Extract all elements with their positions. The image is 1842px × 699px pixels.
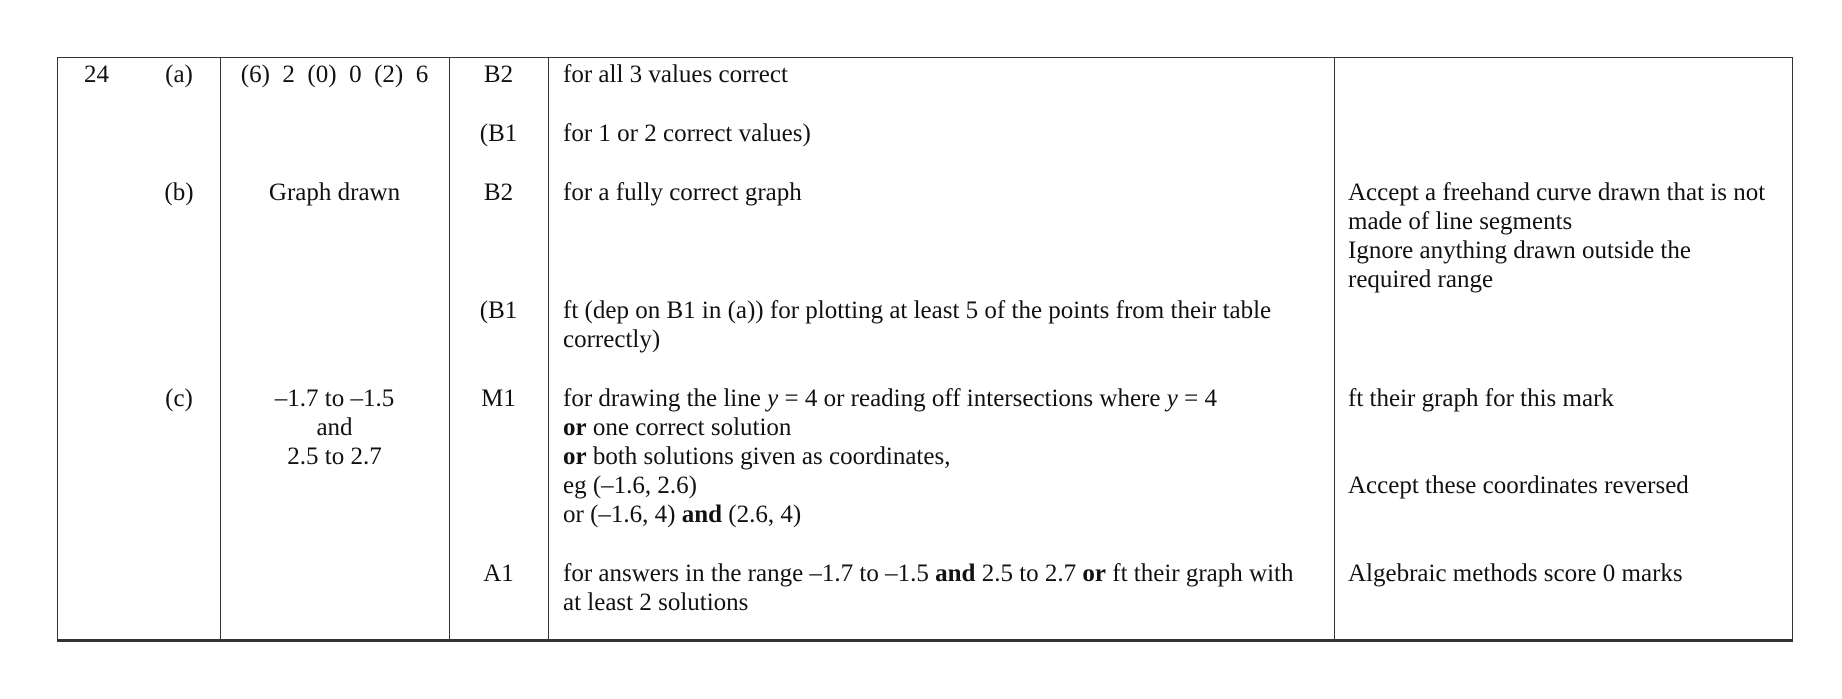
bold-or: or — [1082, 560, 1107, 587]
note-c-coordinates: Accept these coordinates reversed — [1348, 472, 1689, 499]
text-span: both solutions given as coordinates, — [586, 443, 951, 470]
note-b-line4: required range — [1348, 266, 1494, 293]
text-span: = 4 — [1177, 385, 1217, 412]
note-b-line3: Ignore anything drawn outside the — [1348, 237, 1691, 264]
question-number: 24 — [84, 61, 109, 88]
text-span: or (–1.6, 4) — [563, 501, 682, 528]
mark-b-b1: (B1 — [479, 297, 518, 324]
answer-c-line2: and — [316, 414, 353, 441]
mark-c-a1: A1 — [483, 560, 514, 587]
mark-text-a-b1: for 1 or 2 correct values) — [563, 120, 811, 147]
bold-and: and — [935, 560, 976, 587]
mark-c-m1: M1 — [481, 385, 516, 412]
text-span: (2.6, 4) — [722, 501, 802, 528]
bold-and: and — [681, 501, 723, 528]
mark-text-c-m1-line1 — [563, 384, 1217, 413]
text-span: one correct solution — [586, 414, 792, 441]
mark-scheme-table — [57, 57, 1793, 642]
mark-text-c-m1-line3 — [563, 442, 950, 471]
column-divider — [548, 58, 549, 639]
mark-text-c-m1-line5 — [563, 500, 801, 529]
mark-text-b-b1-line1: ft (dep on B1 in (a)) for plotting at least 5 of the points from their table — [563, 297, 1272, 324]
mark-text-a-b2: for all 3 values correct — [563, 61, 788, 88]
mark-text-c-a1-line2: at least 2 solutions — [563, 589, 749, 616]
column-divider — [220, 58, 221, 639]
mark-a-b1: (B1 — [479, 120, 518, 147]
text-span: for drawing the line — [563, 385, 768, 412]
mark-text-b-b2: for a fully correct graph — [563, 179, 802, 206]
part-label-b: (b) — [164, 179, 194, 206]
answer-a: (6) 2 (0) 0 (2) 6 — [240, 61, 429, 88]
bold-or: or — [563, 443, 587, 470]
column-divider — [1334, 58, 1335, 639]
bold-or: or — [563, 414, 587, 441]
variable-y: y — [1166, 385, 1178, 412]
mark-b-b2: B2 — [483, 179, 514, 206]
answer-b: Graph drawn — [268, 179, 401, 206]
answer-c-line3: 2.5 to 2.7 — [287, 443, 382, 470]
mark-text-c-m1-line4: eg (–1.6, 2.6) — [563, 472, 697, 499]
note-c-a1: Algebraic methods score 0 marks — [1348, 560, 1683, 587]
part-label-c: (c) — [165, 385, 193, 412]
mark-text-b-b1-line2: correctly) — [563, 326, 661, 353]
mark-text-c-a1-line1 — [563, 559, 1293, 588]
text-span: ft their graph with — [1106, 560, 1294, 587]
part-label-a: (a) — [165, 61, 193, 88]
text-span: 2.5 to 2.7 — [975, 560, 1083, 587]
variable-y: y — [767, 385, 779, 412]
text-span: for answers in the range –1.7 to –1.5 — [563, 560, 936, 587]
note-b-line1: Accept a freehand curve drawn that is not — [1348, 179, 1766, 206]
mark-a-b2: B2 — [483, 61, 514, 88]
text-span: = 4 or reading off intersections where — [778, 385, 1167, 412]
note-b-line2: made of line segments — [1348, 208, 1573, 235]
mark-text-c-m1-line2 — [563, 413, 791, 442]
note-c-m1: ft their graph for this mark — [1348, 385, 1614, 412]
answer-c-line1: –1.7 to –1.5 — [274, 385, 395, 412]
